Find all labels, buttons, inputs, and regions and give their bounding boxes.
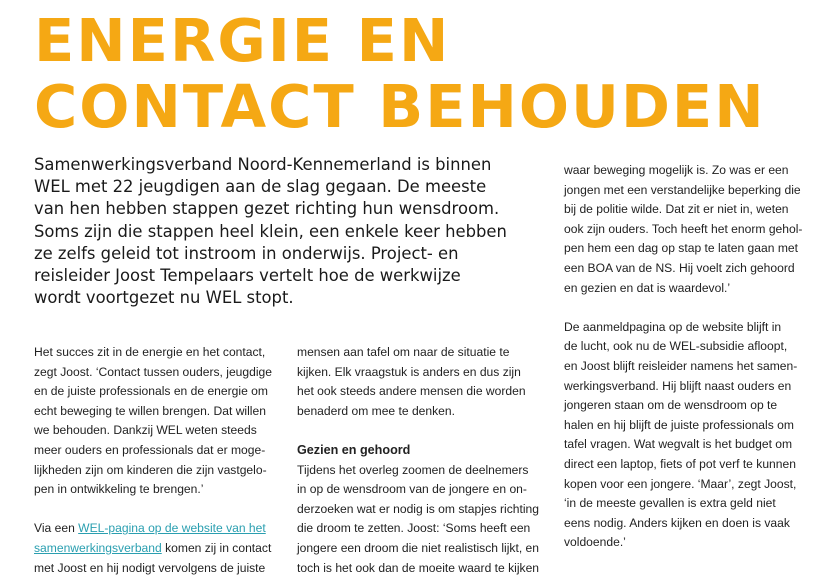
body-line: zegt Joost. ‘Contact tussen ouders, jeugdige (34, 364, 272, 379)
column-2 (297, 343, 540, 578)
body-text: komen zij in contact (161, 540, 272, 555)
body-line: kopen voor een jongere. ‘Maar’, zegt Joost, (564, 476, 797, 491)
body-line: ook zijn ouders. Toch heeft het enorm gehol- (564, 221, 803, 236)
intro-line: van hen hebben stappen gezet richting hun wensdroom. (34, 199, 500, 219)
body-line: waar beweging mogelijk is. Zo was er een (564, 163, 789, 177)
body-line: een BOA van de NS. Hij voelt zich gehoord (564, 260, 795, 275)
body-line: toch is het ook dan de moeite waard te kijken (297, 560, 540, 575)
body-line: ‘in de meeste gevallen is extra geld niet (564, 496, 776, 511)
body-line: kijken. Elk vraagstuk is anders en dus zijn (297, 364, 521, 379)
body-line: halen en hij blijft de juiste professionals om (564, 417, 794, 432)
body-line: voldoende.’ (564, 535, 626, 550)
body-text: Via een (34, 521, 79, 536)
intro-line: Soms zijn die stappen heel klein, een enkele keer hebben (34, 221, 507, 241)
body-line: echt beweging te willen brengen. Dat willen (34, 403, 266, 418)
paragraph-gap (297, 421, 537, 441)
body-line: het ook steeds andere mensen die worden (297, 384, 526, 399)
paragraph-gap (34, 500, 274, 520)
intro-line: wordt voortgezet nu WEL stopt. (34, 288, 294, 308)
section-heading: Gezien en gehoord (297, 442, 411, 457)
body-line: en gezien en dat is waardevol.’ (564, 280, 731, 295)
intro-line: reisleider Joost Tempelaars vertelt hoe de werkwijze (34, 266, 461, 286)
body-line: die droom te zetten. Joost: ‘Soms heeft een (297, 521, 531, 536)
body-line: we behouden. Dankzij WEL weten steeds (34, 423, 257, 438)
body-line: pen hem een dag op stap te laten gaan met (564, 241, 798, 256)
body-line: meer ouders en professionals dat er moge- (34, 442, 266, 457)
column-1 (34, 343, 274, 578)
body-line: Het succes zit in de energie en het contact, (34, 345, 266, 359)
intro-line: Samenwerkingsverband Noord-Kennemerland is binnen (34, 155, 492, 174)
paragraph-gap (564, 298, 804, 318)
body-line: jongeren staan om de wensdroom op te (564, 398, 778, 413)
body-line: direct een laptop, fiets of pot verf te kunnen (564, 456, 796, 471)
intro-line: WEL met 22 jeugdigen aan de slag gegaan. De meeste (34, 177, 487, 197)
body-line: benaderd om mee te denken. (297, 403, 455, 418)
body-line: eens nodig. Anders kijken en doen is vaak (564, 515, 790, 530)
article-title (34, 8, 814, 140)
body-line: derzoeken wat er nodig is om stapjes richting (297, 501, 539, 516)
body-line: De aanmeldpagina op de website blijft in (564, 319, 782, 334)
wel-page-link-continued[interactable]: samenwerkingsverband (34, 540, 162, 555)
intro-paragraph (34, 154, 534, 309)
body-line: in op de wensdroom van de jongere en on- (297, 482, 527, 497)
body-line: met Joost en hij nodigt vervolgens de juiste (34, 560, 266, 575)
body-line: pen in ontwikkeling te brengen.’ (34, 482, 204, 497)
title-line: CONTACT BEHOUDEN (34, 72, 766, 141)
body-line: mensen aan tafel om naar de situatie te (297, 345, 510, 359)
intro-line: ze zelfs geleid tot instroom in onderwijs. Project- en (34, 243, 459, 263)
body-line: bij de politie wilde. Dat zit er niet in, weten (564, 202, 789, 217)
title-line: ENERGIE EN (34, 6, 451, 75)
body-line: en Joost blijft reisleider namens het samen- (564, 358, 798, 373)
body-line: Tijdens het overleg zoomen de deelnemers (297, 462, 529, 477)
wel-page-link[interactable]: WEL-pagina op de website van het (78, 521, 266, 536)
body-line: jongen met een verstandelijke beperking die (564, 182, 801, 197)
column-3 (564, 161, 804, 553)
body-line: jongere een droom die niet realistisch lijkt, en (297, 540, 540, 555)
body-line: de lucht, ook nu de WEL-subsidie afloopt, (564, 339, 788, 354)
body-line (34, 519, 274, 539)
body-line: lijkheden zijn om kinderen die zijn vastgelo- (34, 462, 267, 477)
body-line: tafel vragen. Wat wegvalt is het budget om (564, 437, 793, 452)
body-line: en de juiste professionals en de energie om (34, 384, 268, 399)
body-line: werkingsverband. Hij blijft naast ouders en (564, 378, 792, 393)
body-line (34, 539, 274, 559)
